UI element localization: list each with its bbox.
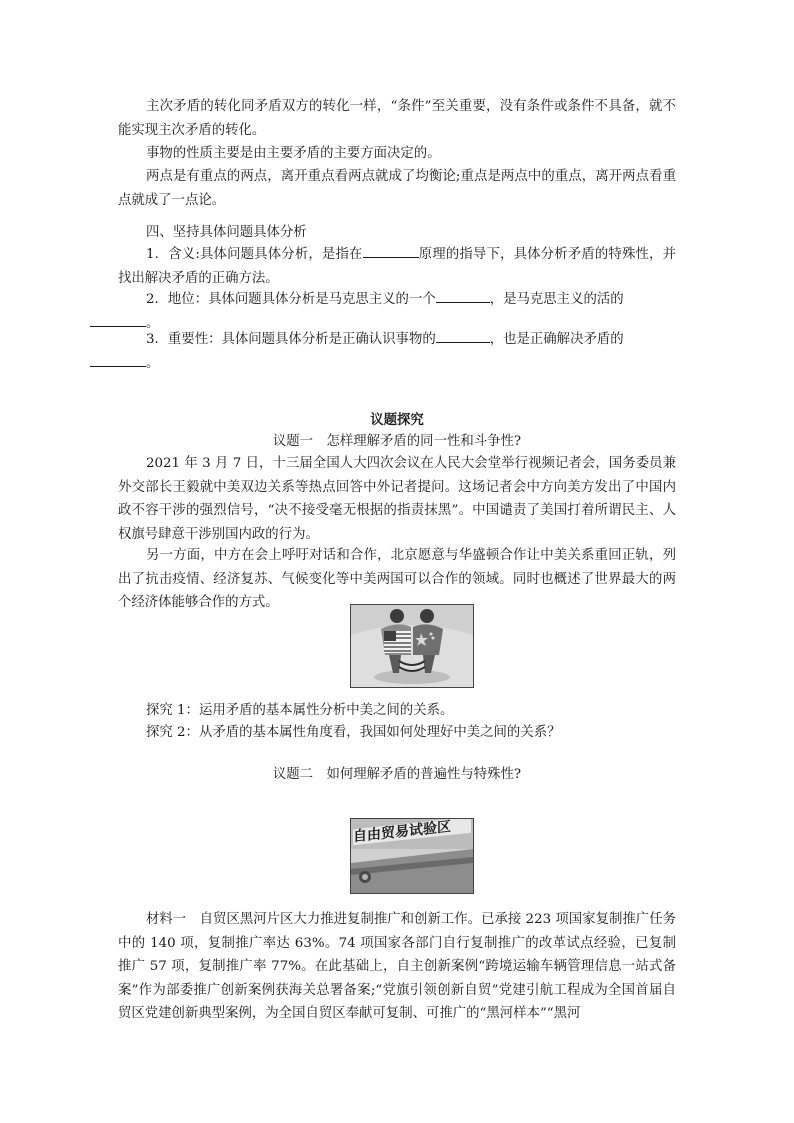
topic-one-paragraph-1: 2021 年 3 月 7 日，十三届全国人大四次会议在人民大会堂举行视频记者会，国务委员兼外交部长王毅就中美双边关系等热点回答中外记者提问。这场记者会中方向美方发出了中国内政不容干涉的强烈信号，“决不接受毫无根据的指责抹黑”。中国谴责了美国打着所谓民主、人权旗号肆意干涉别国内政的行为。 <box>118 456 676 542</box>
item-definition: 1．含义:具体问题具体分析，是指在 原理的指导下，具体分析矛盾的特殊性，并找出解决矛盾的正确方法。 <box>118 243 676 290</box>
us-china-illustration <box>350 604 474 688</box>
inquiry-title: 议题探究 <box>370 412 424 428</box>
free-trade-zone-photo <box>350 818 474 894</box>
paragraph-nature-of-things: 事物的性质主要是由主要矛盾的主要方面决定的。 <box>146 146 441 161</box>
fill-blank <box>90 312 146 327</box>
fill-blank <box>90 352 146 367</box>
paragraph-two-points-key-point: 两点是有重点的两点，离开重点看两点就成了均衡论;重点是两点中的重点，离开两点看重点就成了一点论。 <box>118 169 676 208</box>
item-importance: 3．重要性：具体问题具体分析是正确认识事物的 ，也是正确解决矛盾的 。 <box>118 328 676 375</box>
topic-one-paragraph-2: 另一方面，中方在会上呼吁对话和合作，北京愿意与华盛顿合作让中美关系重回正轨，列出了抗击疫情、经济复苏、气候变化等中美两国可以合作的领域。同时也概述了世界最大的两个经济体能够合作的方式。 <box>118 548 676 610</box>
fill-blank <box>363 243 419 258</box>
fill-blank <box>436 328 490 343</box>
topic-one-title: 议题一 怎样理解矛盾的同一性和斗争性? <box>272 434 522 449</box>
explore-one: 探究 1：运用矛盾的基本属性分析中美之间的关系。 <box>146 703 454 718</box>
topic-two-title: 议题二 如何理解矛盾的普遍性与特殊性? <box>272 767 522 782</box>
explore-two: 探究 2：从矛盾的基本属性角度看，我国如何处理好中美之间的关系？ <box>146 725 561 740</box>
sign-text: 自由贸易试验区 <box>353 818 471 845</box>
item-status: 2．地位：具体问题具体分析是马克思主义的一个 ，是马克思主义的活的 。 <box>118 288 676 335</box>
material-one-paragraph: 材料一 自贸区黑河片区大力推进复制推广和创新工作。已承接 223 项国家复制推广任务中的 140 项，复制推广率达 63%。74 项国家各部门自行复制推广的改革试点经验，已复制推广 57 项，复制推广率 77%。在此基础上，自主创新案例“跨境运输车辆管理信息一站式备案”作为部委推广创新案例获海关总署备案;“党旗引领创新自贸”党建引航工程成为全国首届自贸区党建创新典型案例，为全国自贸区奉献可复制、可推广的“黑河样本”“黑河 <box>118 912 676 1021</box>
section-four-heading: 四、坚持具体问题具体分析 <box>146 225 307 240</box>
paragraph-transformation-condition: 主次矛盾的转化同矛盾双方的转化一样，“条件”至关重要，没有条件或条件不具备，就不能实现主次矛盾的转化。 <box>118 99 676 138</box>
fill-blank <box>436 288 490 303</box>
us-china-figures-icon <box>351 605 473 687</box>
